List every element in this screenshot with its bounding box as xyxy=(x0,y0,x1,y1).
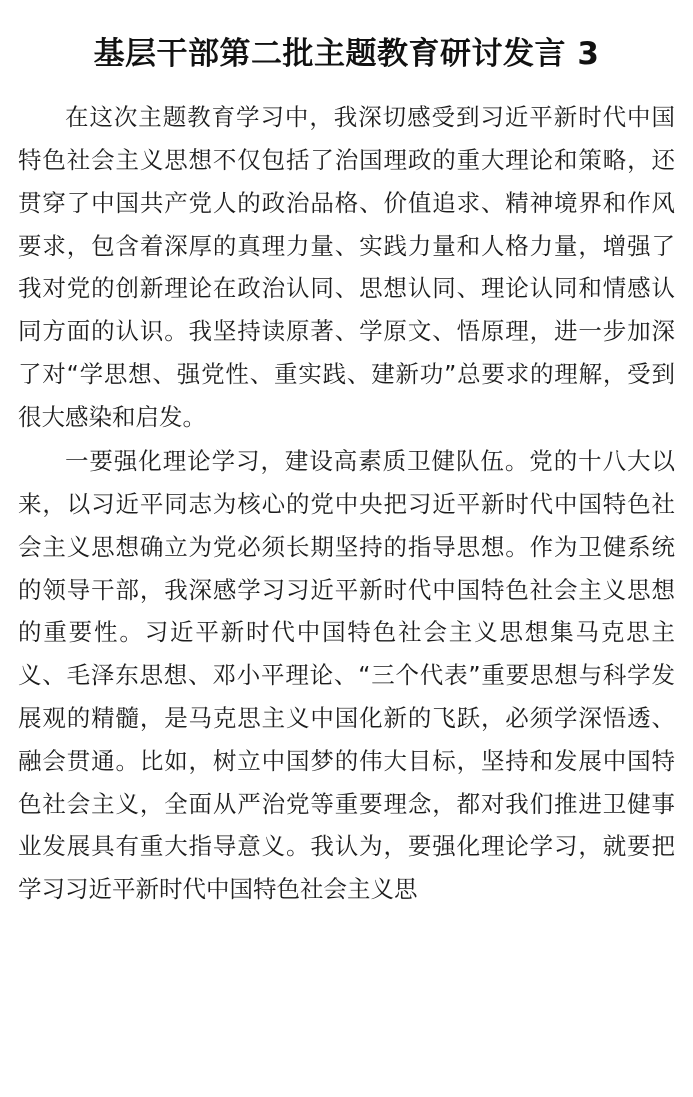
page-title: 基层干部第二批主题教育研讨发言 3 xyxy=(93,36,600,72)
paragraph: 在这次主题教育学习中，我深切感受到习近平新时代中国特色社会主义思想不仅包括了治国理政的重大理论和策略，还贯穿了中国共产党人的政治品格、价值追求、精神境界和作风要求，包含着深厚的真理力量、实践力量和人格力量，增强了我对党的创新理论在政治认同、思想认同、理论认同和情感认同方面的认识。我坚持读原著、学原文、悟原理，进一步加深了对“学思想、强党性、重实践、建新功”总要求的理解，受到很大感染和启发。 xyxy=(18,103,675,431)
document-body xyxy=(18,96,675,911)
paragraph: 一要强化理论学习，建设高素质卫健队伍。党的十八大以来，以习近平同志为核心的党中央把习近平新时代中国特色社会主义思想确立为党必须长期坚持的指导思想。作为卫健系统的领导干部，我深感学习习近平新时代中国特色社会主义思想的重要性。习近平新时代中国特色社会主义思想集马克思主义、毛泽东思想、邓小平理论、“三个代表”重要思想与科学发展观的精髓，是马克思主义中国化新的飞跃，必须学深悟透、融会贯通。比如，树立中国梦的伟大目标，坚持和发展中国特色社会主义，全面从严治党等重要理念，都对我们推进卫健事业发展具有重大指导意义。我认为，要强化理论学习，就要把学习习近平新时代中国特色社会主义思 xyxy=(18,447,675,904)
